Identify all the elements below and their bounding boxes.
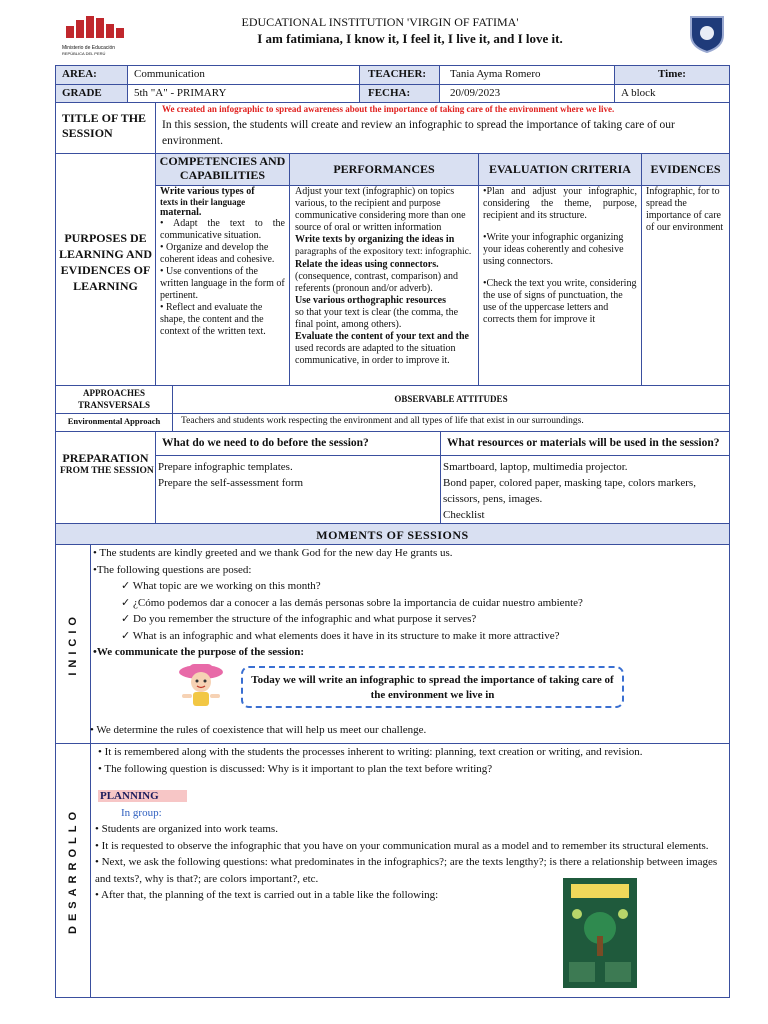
preparation-before-cell	[155, 455, 441, 524]
grade-label: GRADE	[55, 84, 128, 103]
institution-name: EDUCATIONAL INSTITUTION 'VIRGIN OF FATIMA'	[241, 15, 519, 29]
capability-item: • Reflect and evaluate the shape, the content and the context of the written text.	[160, 302, 266, 337]
performances-cell	[289, 185, 479, 386]
header-criteria: EVALUATION CRITERIA	[478, 153, 642, 186]
inicio-questions-intro: •The following questions are posed:	[93, 563, 252, 576]
teacher-value: Tania Ayma Romero	[439, 65, 615, 85]
question-item: ✓ What is an infographic and what elements does it have in its structure to make it more attractive?	[121, 629, 560, 642]
performance-item: Use various orthographic resources so that your text is clear (the comma, the final point, among others).	[295, 294, 459, 330]
evidence-text: Infographic, for to spread the importance of care of our environment	[646, 186, 724, 233]
header-competencies: COMPETENCIES AND CAPABILITIES	[155, 153, 290, 186]
criteria-cell	[478, 185, 642, 386]
planning-heading-wrap	[95, 788, 725, 805]
session-title-red: We created an infographic to spread awareness about the importance of taking care of the environment where we live.	[162, 104, 615, 114]
competencies-cell	[155, 185, 290, 386]
area-label: AREA:	[55, 65, 128, 85]
desarrollo-line: • Students are organized into work teams.	[95, 823, 278, 835]
date-label: FECHA:	[359, 84, 440, 103]
session-title-cell	[155, 102, 730, 154]
inicio-greeting: • The students are kindly greeted and we thank God for the new day He grants us.	[93, 547, 453, 559]
inicio-label-cell	[55, 544, 91, 744]
material-item: Checklist	[443, 509, 485, 521]
preparation-materials-cell	[440, 455, 730, 524]
inicio-label: INICIO	[67, 612, 79, 676]
header-performances: PERFORMANCES	[289, 153, 479, 186]
desarrollo-line: • It is requested to observe the infographic that you have on your communication mural as a model and to remember its structural elements.	[95, 839, 709, 852]
girl-illustration-icon	[176, 660, 226, 710]
purposes-label-cell	[55, 153, 156, 386]
question-item: ✓ Do you remember the structure of the infographic and what purpose it serves?	[121, 613, 477, 625]
preparation-label-cell	[55, 431, 156, 524]
moments-header: MOMENTS OF SESSIONS	[55, 523, 730, 545]
purpose-intro: •We communicate the purpose of the session:	[93, 646, 305, 658]
institution-motto: I am fatimiana, I know it, I feel it, I live it, and I love it.	[257, 31, 563, 46]
infographic-thumbnail-icon	[563, 878, 637, 988]
purpose-box	[241, 666, 624, 708]
competency-title: Write various types of	[160, 186, 255, 197]
competency-sub: texts in their language	[160, 197, 246, 207]
before-item: Prepare infographic templates.	[158, 461, 293, 473]
desarrollo-line: • It is remembered along with the students the processes inherent to writing: planning, text creation or writing, and revision.	[98, 746, 643, 758]
block-value: A block	[614, 84, 730, 103]
teacher-label: TEACHER:	[359, 65, 440, 85]
ministry-country: REPÚBLICA DEL PERÚ	[62, 51, 106, 56]
approaches-label: APPROACHES TRANSVERSALS	[55, 385, 173, 414]
desarrollo-label: DESARROLLO	[67, 807, 79, 934]
desarrollo-line: • Next, we ask the following questions: what predominates in the infographics?; are the texts lengthy?; is there a relationship between images and texts?, why is that?; are colors important?, etc.	[95, 856, 718, 885]
preparation-q2: What resources or materials will be used in the session?	[440, 431, 730, 456]
session-description: In this session, the students will create and review an infographic to spread the importance of taking care of our environment.	[162, 119, 675, 147]
in-group-label: In group:	[121, 806, 162, 819]
capabilities-list	[160, 218, 285, 338]
school-crest-icon	[687, 13, 727, 53]
material-item: Smartboard, laptop, multimedia projector.	[443, 461, 628, 473]
purpose-text: Today we will write an infographic to spread the importance of taking care of the environment we live in	[251, 674, 614, 701]
preparation-label: PREPARATION	[62, 451, 149, 465]
evidence-cell	[641, 185, 730, 386]
capability-item: • Organize and develop the coherent ideas and cohesive.	[160, 242, 275, 265]
capability-item: • Adapt the text to the communicative situation.	[160, 218, 285, 241]
header-evidences: EVIDENCES	[641, 153, 730, 186]
criteria-item: •Write your infographic organizing your ideas coherently and cohesive using connectors.	[483, 232, 624, 267]
question-item: ✓ ¿Cómo podemos dar a conocer a las demás personas sobre la importancia de cuidar nuestro ambiente?	[121, 596, 583, 609]
ministry-name: Ministerio de Educación	[62, 45, 116, 51]
date-value: 20/09/2023	[439, 84, 615, 103]
purposes-label: PURPOSES DE LEARNING AND EVIDENCES OF LEARNING	[58, 231, 152, 293]
performance-item: Relate the ideas using connectors. (consequence, contrast, comparison) and referents (pronoun and/or adverb).	[295, 258, 458, 294]
performance-item: Adjust your text (infographic) on topics various, to the recipient and purpose communicative considering more than one source of oral or written information	[295, 186, 466, 233]
area-value: Communication	[127, 65, 360, 85]
session-title-label: TITLE OF THE SESSION	[55, 102, 156, 154]
desarrollo-line: • The following question is discussed: Why is it important to plan the text before writing?	[98, 762, 493, 775]
preparation-sub: FROM THE SESSION	[60, 466, 154, 476]
performance-item: Evaluate the content of your text and the used records are adapted to the situation communicative, in order to improve it.	[295, 330, 469, 366]
desarrollo-label-cell	[55, 743, 91, 998]
criteria-item: •Plan and adjust your infographic, considering the theme, purpose, recipient and its structure.	[483, 186, 637, 221]
desarrollo-line: • After that, the planning of the text is carried out in a table like the following:	[95, 889, 439, 901]
time-label: Time:	[614, 65, 730, 85]
attitudes-header: OBSERVABLE ATTITUDES	[172, 385, 730, 414]
environmental-approach-label: Environmental Approach	[55, 413, 173, 432]
material-item: Bond paper, colored paper, masking tape, colors markers, scissors, pens, images.	[443, 477, 696, 505]
ministry-logo	[62, 14, 142, 56]
inicio-question-list	[93, 578, 727, 644]
question-item: ✓ What topic are we working on this month?	[121, 580, 321, 592]
capability-item: • Use conventions of the written language in the form of pertinent.	[160, 266, 285, 301]
before-item: Prepare the self-assessment form	[158, 477, 304, 489]
inicio-content	[90, 544, 730, 744]
grade-value: 5th "A" - PRIMARY	[127, 84, 360, 103]
planning-heading: PLANNING	[98, 790, 187, 802]
criteria-item: •Check the text you write, considering the use of signs of punctuation, the use of the uppercase letters and corrects them for improve it	[483, 278, 637, 325]
ministry-logo-icon	[62, 14, 142, 40]
coexistence-rules: • We determine the rules of coexistence that will help us meet our challenge.	[90, 724, 427, 736]
competency-sub2: maternal.	[160, 207, 202, 218]
performance-item: Write texts by organizing the ideas in paragraphs of the expository text: infographic.	[295, 234, 472, 257]
environmental-approach-text: Teachers and students work respecting the environment and all types of life that exist in our surroundings.	[172, 413, 730, 432]
preparation-q1: What do we need to do before the session?	[155, 431, 441, 456]
